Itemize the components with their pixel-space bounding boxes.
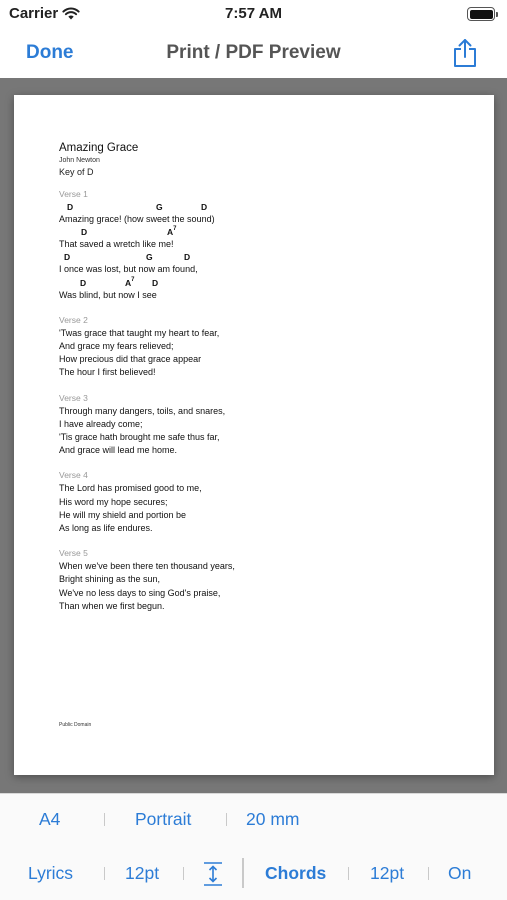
chord-row: [59, 277, 464, 289]
verse-block: [59, 189, 464, 302]
margin-button[interactable]: 20 mm: [246, 809, 300, 829]
page-title: Print / PDF Preview: [166, 42, 341, 63]
song-content: [59, 142, 464, 626]
orientation-button[interactable]: Portrait: [135, 809, 192, 829]
toolbar-section-divider: [242, 858, 244, 888]
lyric-line: I have already come;: [59, 418, 143, 429]
lyrics-button[interactable]: Lyrics: [28, 863, 74, 883]
lyric-line: When we've been there ten thousand years,: [59, 561, 235, 572]
toolbar-divider: [348, 867, 349, 880]
lyric-line: As long as life endures.: [59, 523, 153, 534]
chord: G: [156, 202, 163, 212]
song-author: John Newton: [59, 157, 100, 164]
chord: $A^7$: [125, 276, 135, 288]
verse-label: Verse 5: [59, 548, 88, 559]
chord: $A^7$: [167, 226, 177, 238]
verse-block: [59, 393, 464, 458]
chord: D: [201, 202, 208, 212]
chords-toggle-button[interactable]: On: [448, 863, 472, 883]
verse-label: Verse 4: [59, 470, 88, 481]
toolbar-divider: [226, 813, 227, 826]
lyric-line: Amazing grace! (how sweet the sound): [59, 214, 215, 224]
toolbar-divider: [183, 867, 184, 880]
navigation-bar: [0, 30, 507, 78]
lyric-line: Than when we first begun.: [59, 600, 165, 611]
lyric-line: Bright shining as the sun,: [59, 574, 161, 585]
lyrics-size-button[interactable]: 12pt: [125, 863, 160, 883]
verse-block: [59, 315, 464, 380]
share-icon[interactable]: [451, 38, 479, 68]
lyric-line: That saved a wretch like me!: [59, 239, 174, 250]
carrier-label: Carrier: [9, 5, 59, 22]
chord-row: [59, 251, 464, 263]
verses-container: [59, 189, 464, 613]
chord: D: [67, 202, 74, 212]
song-title: Amazing Grace: [59, 142, 139, 154]
verse-label: Verse 2: [59, 314, 88, 325]
lyric-line: How precious did that grace appear: [59, 354, 202, 365]
lyric-line: 'Tis grace hath brought me safe thus far,: [59, 432, 220, 443]
preview-area[interactable]: [0, 78, 507, 793]
song-key: Key of D: [59, 167, 94, 177]
verse-label: Verse 1: [59, 189, 88, 199]
copyright-footer: Public Domain: [59, 722, 92, 728]
chords-button[interactable]: Chords: [265, 863, 327, 883]
lyric-line: We've no less days to sing God's praise,: [59, 587, 221, 598]
lyric-line: Was blind, but now I see: [59, 289, 157, 300]
chord-row: [59, 201, 464, 213]
verse-block: [59, 548, 464, 613]
chord: D: [184, 252, 191, 263]
lyric-line: And grace will lead me home.: [59, 445, 178, 456]
lyric-line: And grace my fears relieved;: [59, 341, 174, 352]
line-spacing-icon[interactable]: [202, 861, 224, 887]
chord: D: [80, 277, 87, 288]
status-bar: [0, 0, 507, 30]
chord-row: [59, 226, 464, 238]
lyric-line: The Lord has promised good to me,: [59, 483, 202, 494]
battery-icon: [467, 7, 495, 21]
verse-label: Verse 3: [59, 392, 88, 403]
done-button[interactable]: Done: [26, 42, 74, 63]
paper-size-button[interactable]: A4: [39, 809, 61, 829]
chords-size-button[interactable]: 12pt: [370, 863, 405, 883]
pdf-page: [14, 95, 494, 775]
chord: D: [64, 252, 71, 263]
chord: D: [81, 227, 88, 238]
toolbar-divider: [104, 813, 105, 826]
toolbar-divider: [428, 867, 429, 880]
status-time: 7:57 AM: [225, 5, 282, 22]
toolbar-divider: [104, 867, 105, 880]
chord: D: [152, 277, 159, 288]
lyric-line: 'Twas grace that taught my heart to fear,: [59, 327, 220, 338]
lyric-line: His word my hope secures;: [59, 496, 168, 507]
verse-block: [59, 470, 464, 535]
lyric-line: The hour I first believed!: [59, 367, 156, 378]
lyric-line: Through many dangers, toils, and snares,: [59, 405, 226, 416]
lyric-line: He will my shield and portion be: [59, 509, 187, 520]
lyric-line: I once was lost, but now am found,: [59, 264, 198, 275]
chord: G: [146, 252, 153, 263]
